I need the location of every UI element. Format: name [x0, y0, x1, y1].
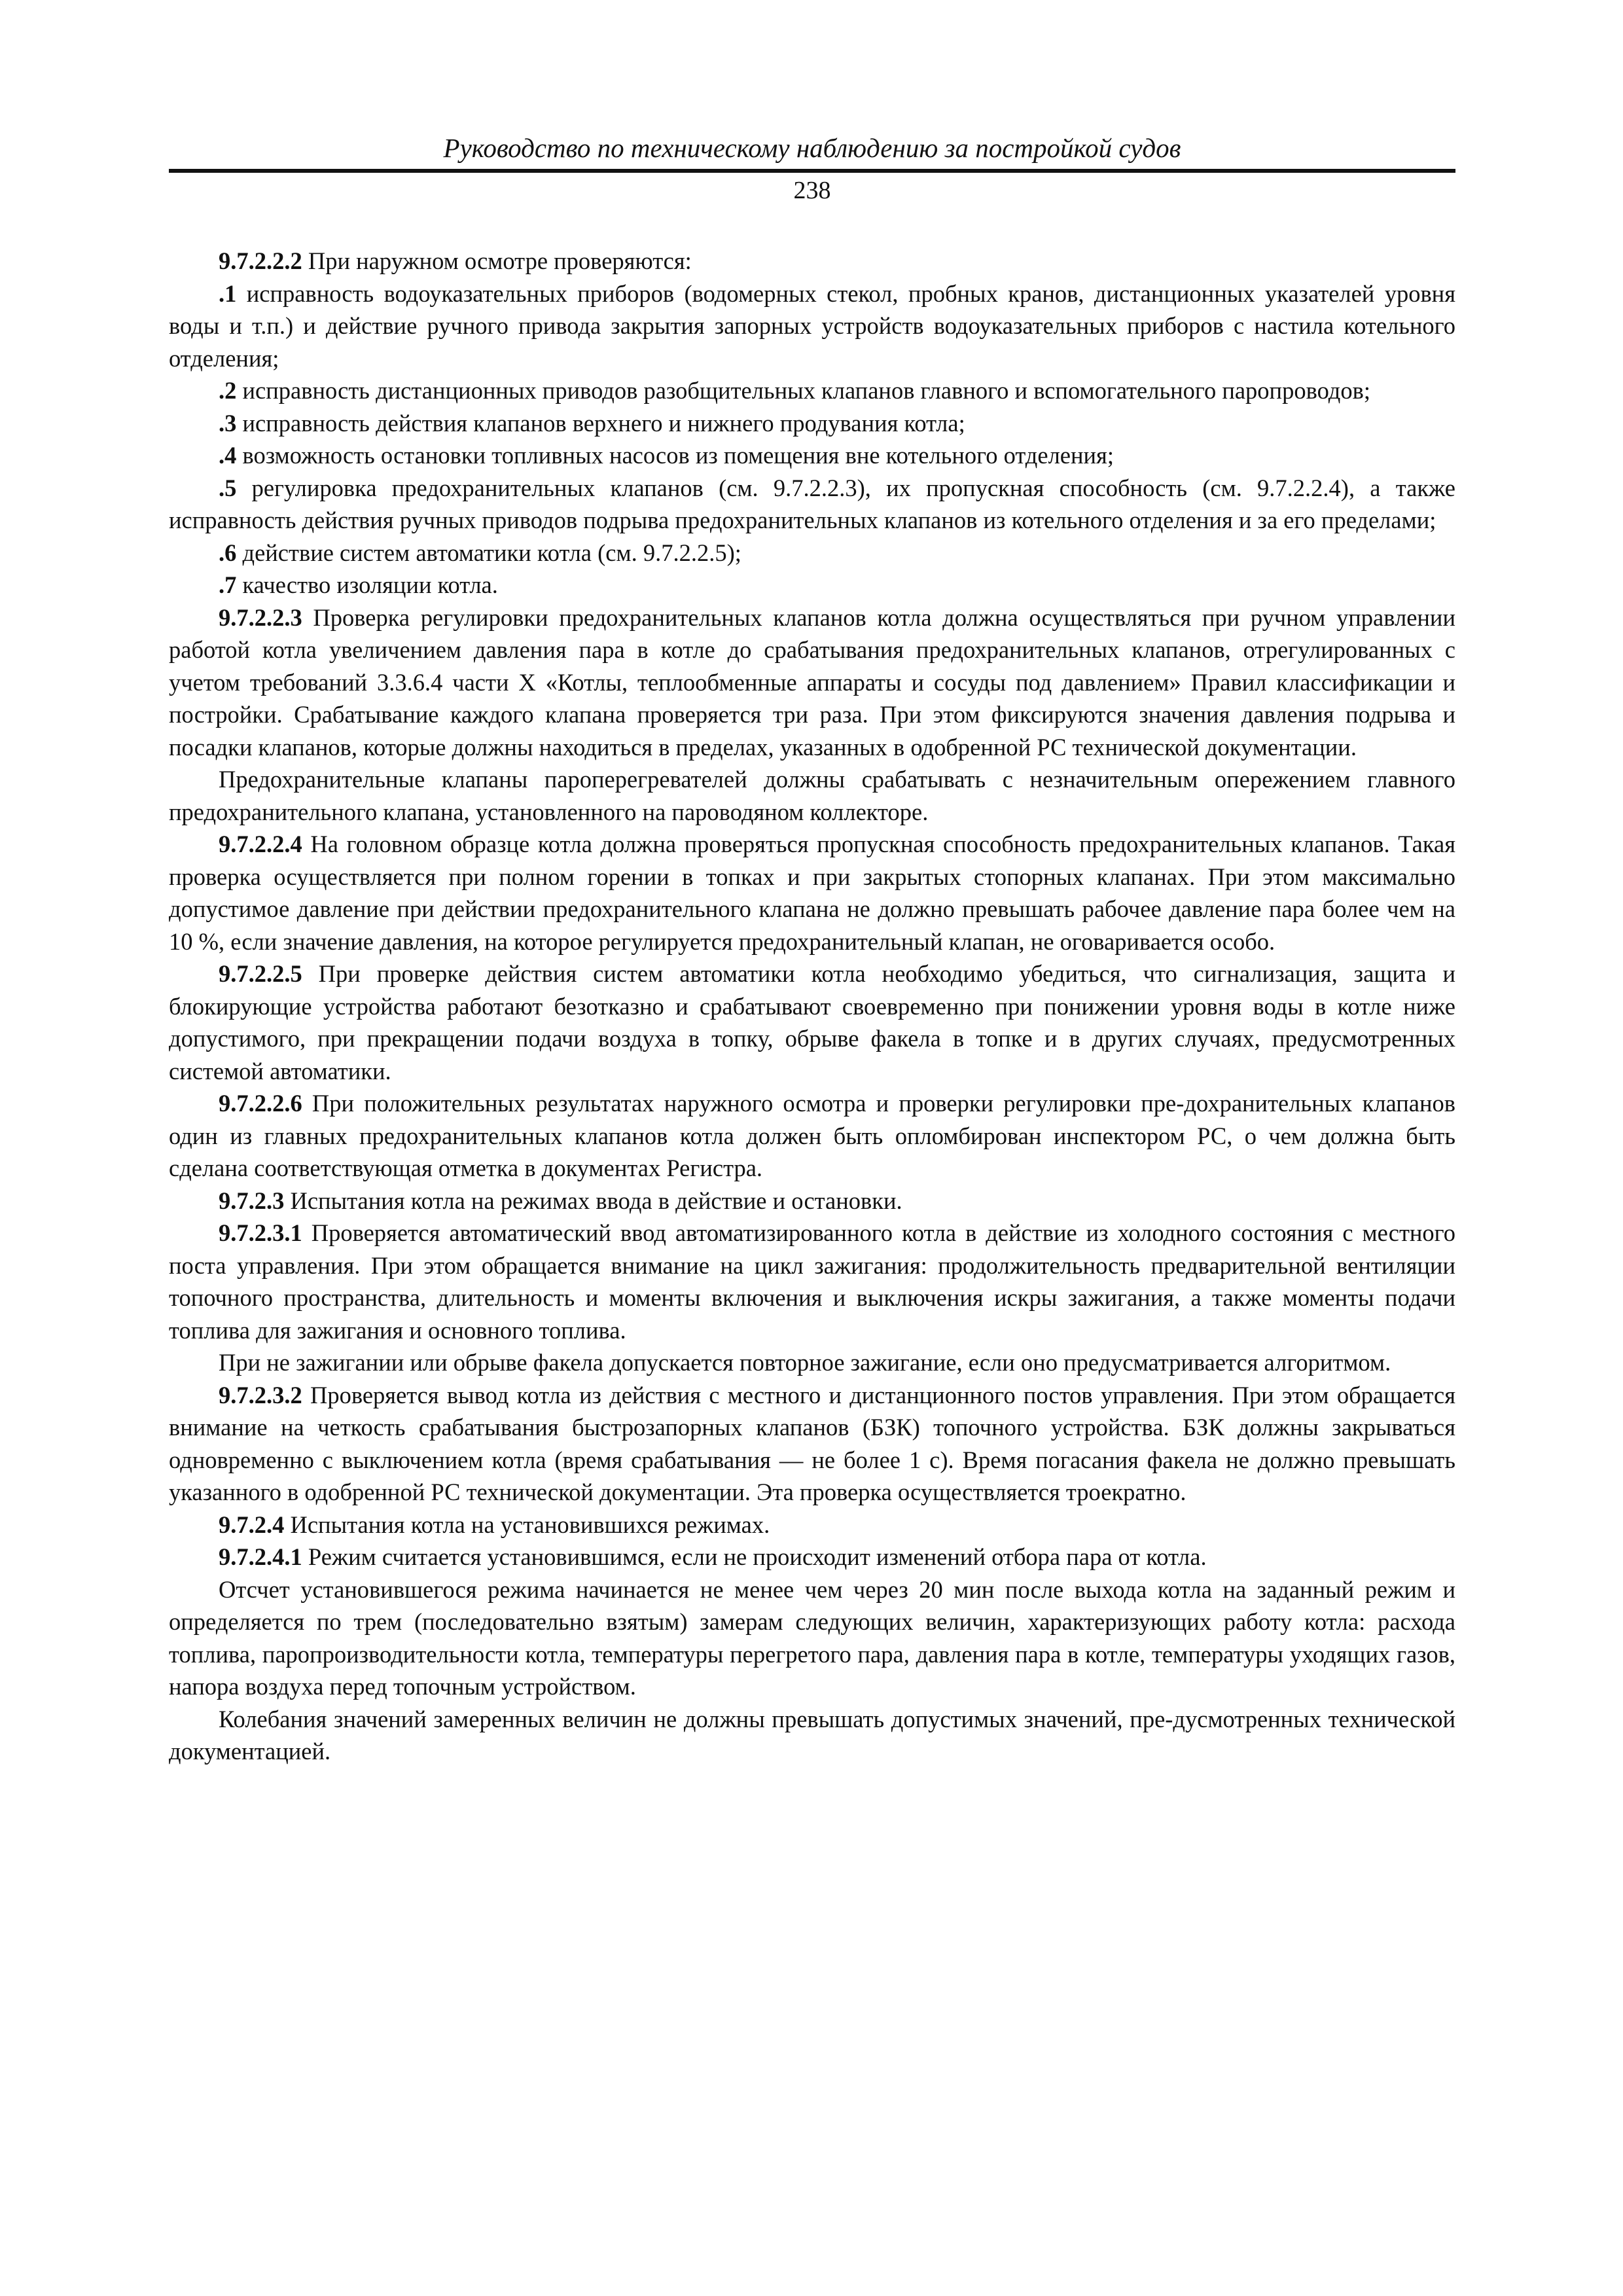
paragraph-text: исправность водоуказательных приборов (водомерных стекол, пробных кранов, дистанционных указателей уровня воды и т.п.) и действие ручного привода закрытия запорных устройств водоуказательных приборов с настила котельного отделения; — [169, 279, 1455, 372]
paragraph-text: При не зажигании или обрыве факела допускается повторное зажигание, если оно предусматривается алгоритмом. — [219, 1349, 1391, 1376]
paragraph-text: Испытания котла на режимах ввода в действие и остановки. — [284, 1187, 902, 1214]
paragraph-text: Проверяется автоматический ввод автоматизированного котла в действие из холодного состояния с местного поста управления. При этом обращается внимание на цикл зажигания: продолжительность предварительной вентиляции топочного пространства, длительность и моменты включения и выключения искры зажигания, а также моменты подачи топлива для зажигания и основного топлива. — [169, 1219, 1455, 1344]
paragraph — [169, 1573, 1455, 1703]
paragraph — [169, 569, 1455, 601]
clause-number: 9.7.2.2.6 — [219, 1090, 302, 1117]
paragraph-text: Колебания значений замеренных величин не должны превышать допустимых значений, пре-дусмотренных технической документацией. — [169, 1705, 1455, 1765]
paragraph-text: При наружном осмотре проверяются: — [302, 247, 692, 274]
paragraph-text: Режим считается установившимся, если не происходит изменений отбора пара от котла. — [302, 1543, 1207, 1570]
clause-number: 9.7.2.4 — [219, 1511, 285, 1538]
clause-number: 9.7.2.3.1 — [219, 1219, 302, 1246]
paragraph — [169, 407, 1455, 440]
clause-number: 9.7.2.3 — [219, 1187, 285, 1214]
paragraph-text: качество изоляции котла. — [236, 571, 498, 598]
clause-number: .1 — [219, 279, 237, 307]
clause-number: .4 — [219, 442, 237, 469]
paragraph — [169, 1379, 1455, 1509]
clause-number: 9.7.2.2.4 — [219, 831, 302, 857]
clause-number: .6 — [219, 539, 237, 566]
paragraph — [169, 537, 1455, 569]
paragraph-text: При проверке действия систем автоматики котла необходимо убедиться, что сигнализация, защита и блокирующие устройства работают безотказно и срабатывают своевременно при понижении уровня воды в котле ниже допустимого, при прекращении подачи воздуха в топку, обрыве факела в топке и в других случаях, предусмотренных системой автоматики. — [169, 960, 1455, 1085]
paragraph — [169, 245, 1455, 278]
clause-number: 9.7.2.2.3 — [219, 603, 302, 631]
running-title: Руководство по техническому наблюдению за постройкой судов — [443, 133, 1181, 163]
paragraph — [169, 1509, 1455, 1541]
body-text — [169, 245, 1455, 1768]
paragraph — [169, 439, 1455, 472]
paragraph — [169, 374, 1455, 407]
clause-number: 9.7.2.2.5 — [219, 960, 302, 987]
paragraph-text: исправность действия клапанов верхнего и нижнего продувания котла; — [236, 409, 965, 437]
clause-number: .7 — [219, 571, 237, 598]
paragraph — [169, 1217, 1455, 1346]
paragraph — [169, 1541, 1455, 1573]
paragraph-text: Проверяется вывод котла из действия с местного и дистанционного постов управления. При этом обращается внимание на четкость срабатывания быстрозапорных клапанов (БЗК) топочного устройства. БЗК должны закрываться одновременно с выключением котла (время срабатывания — не более 1 с). Время погасания факела не должно превышать указанного в одобренной РС технической документации. Эта проверка осуществляется троекратно. — [169, 1381, 1455, 1505]
paragraph — [169, 472, 1455, 537]
clause-number: .3 — [219, 409, 237, 437]
paragraph — [169, 278, 1455, 375]
paragraph — [169, 958, 1455, 1087]
document-page — [169, 131, 1455, 1768]
clause-number: .5 — [219, 474, 237, 501]
paragraph-text: Испытания котла на установившихся режимах. — [284, 1511, 770, 1538]
paragraph-text: исправность дистанционных приводов разобщительных клапанов главного и вспомогательного паропроводов; — [236, 377, 1370, 404]
paragraph-text: регулировка предохранительных клапанов (см. 9.7.2.2.3), их пропускная способность (см. 9.7.2.2.4), а также исправность действия ручных приводов подрыва предохранительных клапанов из котельного отделения и за его пределами; — [169, 474, 1455, 533]
paragraph-text: Отсчет установившегося режима начинается не менее чем через 20 мин после выхода котла на заданный режим и определяется по трем (последовательно взятым) замерам следующих величин, характеризующих работу котла: расхода топлива, паропроизводительности котла, температуры перегретого пара, давления пара в котле, температуры уходящих газов, напора воздуха перед топочным устройством. — [169, 1575, 1455, 1700]
paragraph — [169, 1185, 1455, 1217]
paragraph-text: Проверка регулировки предохранительных клапанов котла должна осуществляться при ручном управлении работой котла увеличением давления пара в котле до срабатывания предохранительных клапанов, отрегулированных с учетом требований 3.3.6.4 части X «Котлы, теплообменные аппараты и сосуды под давлением» Правил классификации и постройки. Срабатывание каждого клапана проверяется три раза. При этом фиксируются значения давления подрыва и посадки клапанов, которые должны находиться в пределах, указанных в одобренной РС технической документации. — [169, 603, 1455, 761]
paragraph-text: возможность остановки топливных насосов из помещения вне котельного отделения; — [236, 442, 1114, 469]
clause-number: 9.7.2.3.2 — [219, 1381, 302, 1408]
paragraph-text: Предохранительные клапаны пароперегревателей должны срабатывать с незначительным опережением главного предохранительного клапана, установленного на пароводяном коллекторе. — [169, 766, 1455, 825]
paragraph-text: На головном образце котла должна проверяться пропускная способность предохранительных клапанов. Такая проверка осуществляется при полном горении в топках и при закрытых стопорных клапанах. При этом максимально допустимое давление при действии предохранительного клапана не должно превышать рабочее давление пара более чем на 10 %, если значение давления, на которое регулируется предохранительный клапан, не оговаривается особо. — [169, 831, 1455, 955]
paragraph — [169, 601, 1455, 764]
paragraph-text: действие систем автоматики котла (см. 9.7.2.2.5); — [236, 539, 741, 566]
clause-number: 9.7.2.4.1 — [219, 1543, 302, 1570]
paragraph — [169, 1087, 1455, 1185]
paragraph-text: При положительных результатах наружного осмотра и проверки регулировки пре-дохранительных клапанов один из главных предохранительных клапанов котла должен быть опломбирован инспектором РС, о чем должна быть сделана соответствующая отметка в документах Регистра. — [169, 1090, 1455, 1181]
paragraph — [169, 763, 1455, 828]
paragraph — [169, 828, 1455, 958]
header-rule — [169, 169, 1455, 173]
clause-number: .2 — [219, 377, 237, 404]
page-number: 238 — [793, 177, 831, 204]
clause-number: 9.7.2.2.2 — [219, 247, 302, 274]
paragraph — [169, 1346, 1455, 1379]
paragraph — [169, 1703, 1455, 1768]
